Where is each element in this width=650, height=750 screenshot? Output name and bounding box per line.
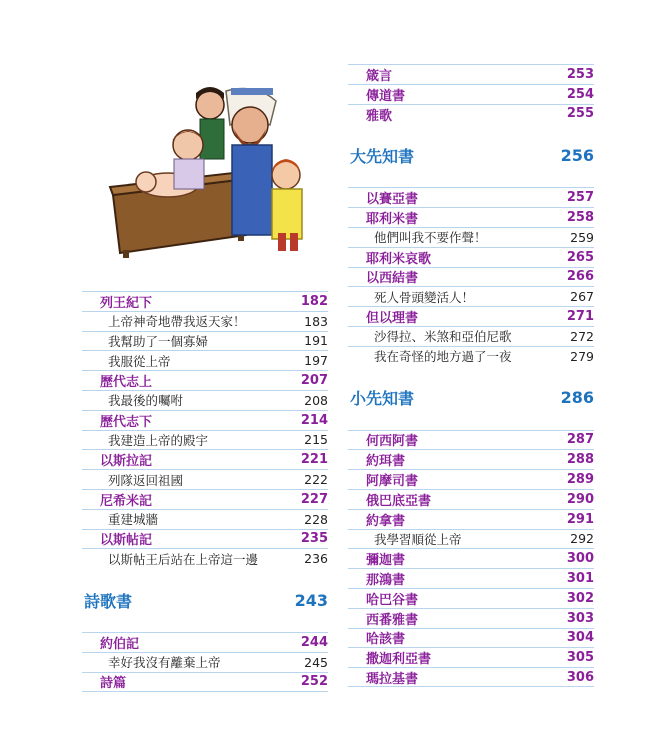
- entry-title: 列王紀下: [100, 295, 153, 311]
- toc-book-row[interactable]: [348, 187, 594, 207]
- toc-story-row[interactable]: [82, 652, 328, 672]
- entry-page: 182: [300, 293, 328, 309]
- entry-page: 227: [300, 491, 328, 507]
- toc-book-row[interactable]: [348, 608, 594, 628]
- entry-title: 雅歌: [366, 108, 393, 124]
- entry-title: 我幫助了一個寡婦: [108, 333, 209, 349]
- entry-title: 哈巴谷書: [366, 592, 419, 608]
- section-page: 243: [294, 590, 328, 610]
- entry-page: 305: [566, 650, 594, 666]
- entry-page: 222: [304, 472, 328, 488]
- entry-title: 西番雅書: [366, 612, 419, 628]
- section-page: 256: [560, 145, 594, 165]
- entry-page: 259: [570, 229, 594, 245]
- entry-title: 約拿書: [366, 513, 406, 529]
- entry-page: 265: [566, 249, 594, 265]
- section-title: 小先知書: [350, 389, 415, 409]
- entry-title: 耶利米書: [366, 212, 419, 228]
- entry-title: 以西結書: [366, 271, 419, 287]
- entry-page: 288: [566, 452, 594, 468]
- toc-book-row[interactable]: [348, 207, 594, 227]
- toc-left-column: [82, 291, 328, 692]
- entry-page: 267: [570, 289, 594, 305]
- entry-page: 221: [300, 452, 328, 468]
- toc-book-row[interactable]: [348, 548, 594, 568]
- entry-title: 他們叫我不要作聲！: [374, 230, 487, 246]
- entry-page: 197: [304, 353, 328, 369]
- toc-book-row[interactable]: [348, 306, 594, 326]
- toc-book-row[interactable]: [82, 370, 328, 390]
- toc-story-row[interactable]: [82, 390, 328, 410]
- entry-title: 何西阿書: [366, 434, 419, 450]
- entry-title: 沙得拉、米煞和亞伯尼歌: [374, 329, 512, 345]
- entry-page: 235: [300, 531, 328, 547]
- entry-title: 重建城牆: [108, 512, 159, 528]
- entry-title: 尼希米記: [100, 493, 153, 509]
- toc-book-row[interactable]: [348, 430, 594, 450]
- toc-right-column: [348, 64, 594, 687]
- entry-page: 245: [304, 654, 328, 670]
- toc-story-row[interactable]: [82, 469, 328, 489]
- entry-title: 我服從上帝: [108, 353, 171, 369]
- entry-title: 約珥書: [366, 454, 406, 470]
- toc-book-row[interactable]: [348, 667, 594, 687]
- entry-page: 253: [566, 66, 594, 82]
- entry-page: 214: [300, 412, 328, 428]
- entry-page: 304: [566, 630, 594, 646]
- toc-story-row[interactable]: [82, 430, 328, 450]
- entry-title: 我學習順從上帝: [374, 531, 462, 547]
- toc-book-row[interactable]: [348, 647, 594, 667]
- toc-book-row[interactable]: [348, 628, 594, 648]
- entry-page: 301: [566, 571, 594, 587]
- entry-title: 歷代志上: [100, 375, 153, 391]
- entry-page: 207: [300, 373, 328, 389]
- toc-story-row[interactable]: [348, 227, 594, 247]
- entry-title: 以斯拉記: [100, 454, 153, 470]
- entry-page: 289: [566, 472, 594, 488]
- section-title: 詩歌書: [84, 591, 133, 611]
- toc-book-row[interactable]: [82, 291, 328, 311]
- entry-title: 瑪拉基書: [366, 671, 419, 687]
- entry-title: 以斯帖王后站在上帝這一邊: [108, 551, 259, 567]
- toc-section: [348, 135, 594, 175]
- entry-page: 258: [566, 210, 594, 226]
- toc-book-row[interactable]: [82, 672, 328, 692]
- toc-book-row[interactable]: [82, 529, 328, 549]
- entry-page: 252: [300, 674, 328, 690]
- entry-title: 以賽亞書: [366, 192, 419, 208]
- section-page: 286: [560, 388, 594, 408]
- entry-page: 279: [570, 348, 594, 364]
- entry-title: 彌迦書: [366, 553, 406, 569]
- toc-section: [348, 378, 594, 418]
- entry-title: 約伯記: [100, 637, 140, 653]
- toc-story-row[interactable]: [348, 286, 594, 306]
- entry-title: 撒迦利亞書: [366, 652, 432, 668]
- entry-title: 我在奇怪的地方過了一夜: [374, 349, 512, 365]
- entry-page: 244: [300, 635, 328, 651]
- entry-title: 死人骨頭變活人！: [374, 289, 475, 305]
- toc-story-row[interactable]: [82, 548, 328, 568]
- nativity-illustration: [108, 85, 318, 260]
- entry-page: 255: [566, 106, 594, 122]
- entry-title: 我建造上帝的殿宇: [108, 432, 209, 448]
- toc-book-row[interactable]: [348, 568, 594, 588]
- toc-book-row[interactable]: [348, 469, 594, 489]
- entry-title: 阿摩司書: [366, 474, 419, 490]
- toc-story-row[interactable]: [348, 326, 594, 346]
- nativity-illustration-icon: [108, 85, 318, 260]
- toc-section: [82, 580, 328, 620]
- toc-book-row[interactable]: [348, 84, 594, 104]
- toc-story-row[interactable]: [82, 311, 328, 331]
- entry-page: 291: [566, 511, 594, 527]
- toc-story-row[interactable]: [348, 529, 594, 549]
- entry-page: 191: [304, 333, 328, 349]
- toc-story-row[interactable]: [82, 350, 328, 370]
- toc-book-row[interactable]: [348, 64, 594, 84]
- toc-book-row[interactable]: [82, 489, 328, 509]
- toc-book-row[interactable]: [82, 410, 328, 430]
- entry-page: 254: [566, 86, 594, 102]
- entry-title: 俄巴底亞書: [366, 493, 432, 509]
- entry-page: 266: [566, 269, 594, 285]
- toc-book-row[interactable]: [348, 247, 594, 267]
- entry-page: 303: [566, 610, 594, 626]
- toc-book-row[interactable]: [348, 449, 594, 469]
- entry-title: 上帝神奇地帶我返天家！: [108, 314, 246, 330]
- entry-page: 271: [566, 309, 594, 325]
- entry-title: 我最後的囑咐: [108, 393, 184, 409]
- entry-page: 292: [570, 531, 594, 547]
- toc-book-row[interactable]: [348, 267, 594, 287]
- entry-title: 以斯帖記: [100, 533, 153, 549]
- toc-book-row[interactable]: [348, 588, 594, 608]
- entry-title: 那鴻書: [366, 573, 406, 589]
- entry-page: 302: [566, 590, 594, 606]
- entry-title: 幸好我沒有離棄上帝: [108, 655, 221, 671]
- entry-title: 詩篇: [100, 676, 127, 692]
- entry-page: 272: [570, 328, 594, 344]
- entry-page: 290: [566, 491, 594, 507]
- entry-title: 傳道書: [366, 88, 406, 104]
- entry-page: 306: [566, 669, 594, 685]
- toc-story-row[interactable]: [82, 331, 328, 351]
- section-title: 大先知書: [350, 146, 415, 166]
- entry-title: 耶利米哀歌: [366, 251, 432, 267]
- entry-page: 215: [304, 432, 328, 448]
- entry-title: 箴言: [366, 68, 393, 84]
- entry-page: 257: [566, 190, 594, 206]
- toc-story-row[interactable]: [82, 509, 328, 529]
- entry-title: 但以理書: [366, 311, 419, 327]
- toc-book-row[interactable]: [82, 632, 328, 652]
- entry-page: 183: [304, 313, 328, 329]
- entry-title: 列隊返回祖國: [108, 472, 184, 488]
- toc-book-row[interactable]: [348, 489, 594, 509]
- entry-page: 287: [566, 432, 594, 448]
- entry-page: 208: [304, 392, 328, 408]
- toc-book-row[interactable]: [348, 104, 594, 124]
- entry-page: 300: [566, 551, 594, 567]
- toc-book-row[interactable]: [348, 509, 594, 529]
- entry-title: 歷代志下: [100, 414, 153, 430]
- entry-page: 236: [304, 551, 328, 567]
- entry-title: 哈該書: [366, 632, 406, 648]
- entry-page: 228: [304, 511, 328, 527]
- toc-story-row[interactable]: [348, 346, 594, 366]
- toc-book-row[interactable]: [82, 449, 328, 469]
